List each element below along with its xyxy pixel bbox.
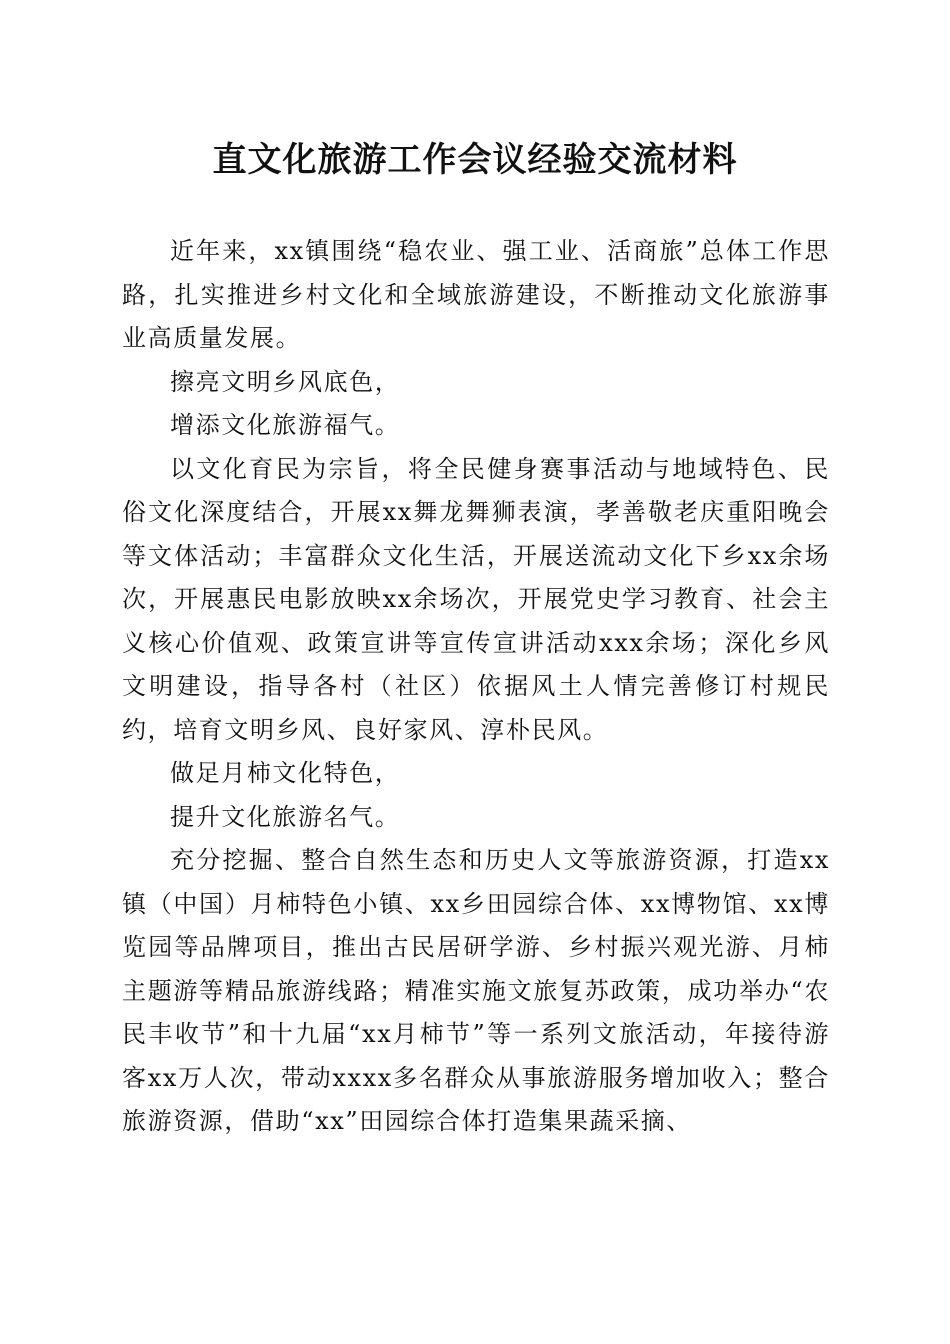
paragraph-culture: 以文化育民为宗旨，将全民健身赛事活动与地域特色、民俗文化深度结合，开展xx舞龙舞狮表演，孝善敬老庆重阳晚会等文体活动；丰富群众文化生活，开展送流动文化下乡xx余场次，开展惠民电影放映xx余场次，开展党史学习教育、社会主义核心价值观、政策宣讲等宣传宣讲活动xxx余场；深化乡风文明建设，指导各村（社区）依据风土人情完善修订村规民约，培育文明乡风、良好家风、淳朴民风。: [122, 454, 830, 744]
paragraph-tourism: 充分挖掘、整合自然生态和历史人文等旅游资源，打造xx镇（中国）月柿特色小镇、xx乡田园综合体、xx博物馆、xx博览园等品牌项目，推出古民居研学游、乡村振兴观光游、月柿主题游等精品旅游线路；精准实施文旅复苏政策，成功举办“农民丰收节”和十九届“xx月柿节”等一系列文旅活动，年接待游客xx万人次，带动xxxx多名群众从事旅游服务增加收入；整合旅游资源，借助“xx”田园综合体打造集果蔬采摘、: [122, 846, 830, 1135]
section-heading-line-3: 做足月柿文化特色，: [170, 759, 401, 787]
section-heading-line-1: 擦亮文明乡风底色，: [170, 367, 401, 396]
paragraph-intro: 近年来，xx镇围绕“稳农业、强工业、活商旅”总体工作思路，扎实推进乡村文化和全域旅游建设，不断推动文化旅游事业高质量发展。: [122, 237, 830, 352]
section-heading-line-4: 提升文化旅游名气。: [170, 802, 401, 831]
document-title: 直文化旅游工作会议经验交流材料: [212, 140, 738, 180]
section-heading-line-2: 增添文化旅游福气。: [170, 411, 401, 439]
document-body: [122, 230, 830, 1144]
